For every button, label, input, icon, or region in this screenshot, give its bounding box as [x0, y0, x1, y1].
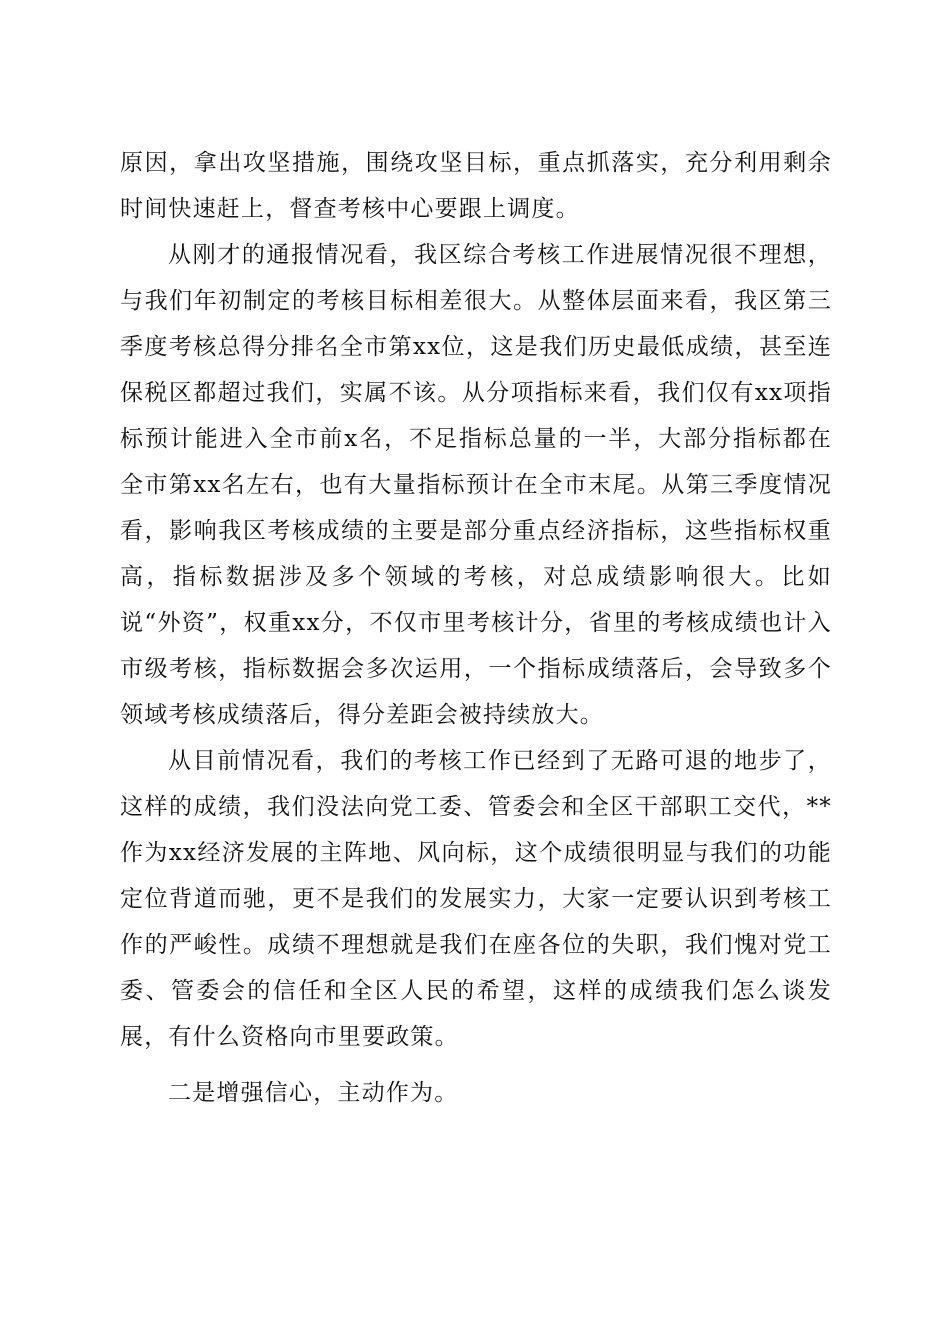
paragraph-continuation: 原因，拿出攻坚措施，围绕攻坚目标，重点抓落实，充分利用剩余时间快速赶上，督查考核中心要跟上调度。	[120, 150, 832, 222]
document-body	[120, 140, 832, 1116]
paragraph-current-situation: 从目前情况看，我们的考核工作已经到了无路可退的地步了，这样的成绩，我们没法向党工委、管委会和全区干部职工交代，**作为xx经济发展的主阵地、风向标，这个成绩很明显与我们的功能定位背道而驰，更不是我们的发展实力，大家一定要认识到考核工作的严峻性。成绩不理想就是我们在座各位的失职，我们愧对党工委、管委会的信任和全区人民的希望，这样的成绩我们怎么谈发展，有什么资格向市里要政策。	[120, 748, 832, 1050]
paragraph-assessment-report: 从刚才的通报情况看，我区综合考核工作进展情况很不理想，与我们年初制定的考核目标相差很大。从整体层面来看，我区第三季度考核总得分排名全市第xx位，这是我们历史最低成绩，甚至连保税区都超过我们，实属不该。从分项指标来看，我们仅有xx项指标预计能进入全市前x名，不足指标总量的一半，大部分指标都在全市第xx名左右，也有大量指标预计在全市末尾。从第三季度情况看，影响我区考核成绩的主要是部分重点经济指标，这些指标权重高，指标数据涉及多个领域的考核，对总成绩影响很大。比如说“外资”，权重xx分，不仅市里考核计分，省里的考核成绩也计入市级考核，指标数据会多次运用，一个指标成绩落后，会导致多个领域考核成绩落后，得分差距会被持续放大。	[120, 242, 832, 728]
section-heading-confidence: 二是增强信心，主动作为。	[168, 1080, 459, 1106]
